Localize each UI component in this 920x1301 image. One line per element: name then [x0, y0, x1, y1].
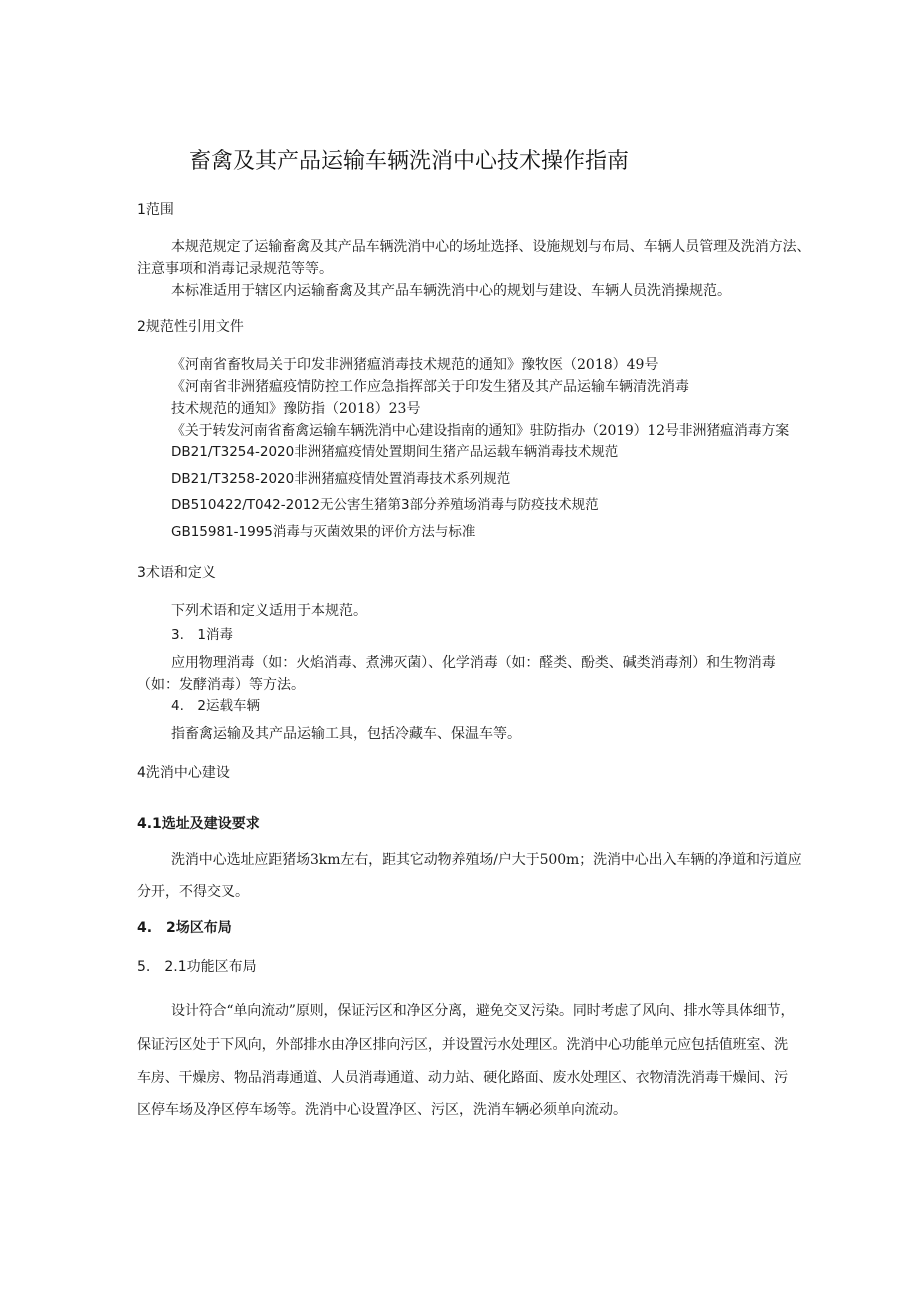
reference-item: 《河南省非洲猪瘟疫情防控工作应急指挥部关于印发生猪及其产品运输车辆清洗消毒	[171, 379, 689, 395]
section-4-2-heading: 4. 2场区布局	[137, 920, 232, 936]
term-1-definition-line-1: 应用物理消毒（如：火焰消毒、煮沸灭菌）、化学消毒（如：醛类、酚类、碱类消毒剂）和生物消毒	[171, 655, 776, 671]
term-2-heading: 4. 2运载车辆	[171, 698, 260, 714]
reference-item: GB15981-1995消毒与灭菌效果的评价方法与标准	[171, 524, 476, 540]
section-4-1-line-1: 洗消中心选址应距猪场3km左右，距其它动物养殖场/户大于500m；洗消中心出入车辆的净道和污道应	[171, 852, 802, 868]
document-title: 畜禽及其产品运输车辆洗消中心技术操作指南	[189, 149, 630, 174]
section-4-1-heading: 4.1选址及建设要求	[137, 816, 260, 832]
section-4-2-1-heading: 5. 2.1功能区布局	[137, 959, 257, 975]
section-4-heading: 4洗消中心建设	[137, 765, 230, 781]
section-1-heading: 1范围	[137, 202, 174, 218]
section-4-1-line-2: 分开，不得交叉。	[137, 884, 249, 900]
section-2-heading: 2规范性引用文件	[137, 319, 244, 335]
reference-item: DB21/T3258-2020非洲猪瘟疫情处置消毒技术系列规范	[171, 471, 511, 487]
section-4-2-1-line: 车房、干燥房、物品消毒通道、人员消毒通道、动力站、硬化路面、废水处理区、衣物清洗消毒干燥间、污	[137, 1070, 788, 1086]
section-4-2-1-line: 设计符合“单向流动”原则，保证污区和净区分离，避免交叉污染。同时考虑了风向、排水等具体细节，	[171, 1003, 795, 1019]
term-1-heading: 3. 1消毒	[171, 627, 233, 643]
reference-item: 《关于转发河南省畜禽运输车辆洗消中心建设指南的通知》驻防指办（2019）12号非洲猪瘟消毒方案	[171, 423, 790, 439]
section-1-paragraph-1-line-2: 注意事项和消毒记录规范等等。	[137, 261, 333, 277]
section-4-2-1-line: 区停车场及净区停车场等。洗消中心设置净区、污区，洗消车辆必须单向流动。	[137, 1102, 627, 1118]
reference-item: 《河南省畜牧局关于印发非洲猪瘟消毒技术规范的通知》豫牧医（2018）49号	[171, 357, 659, 373]
section-3-intro: 下列术语和定义适用于本规范。	[171, 603, 367, 619]
section-4-2-1-line: 保证污区处于下风向，外部排水由净区排向污区，并设置污水处理区。洗消中心功能单元应包括值班室、洗	[137, 1037, 788, 1053]
reference-item: DB21/T3254-2020非洲猪瘟疫情处置期间生猪产品运载车辆消毒技术规范	[171, 444, 619, 460]
term-1-definition-line-2: （如：发酵消毒）等方法。	[137, 677, 305, 693]
term-2-definition: 指畜禽运输及其产品运输工具，包括冷藏车、保温车等。	[171, 726, 521, 742]
reference-item: DB510422/T042-2012无公害生猪第3部分养殖场消毒与防疫技术规范	[171, 497, 599, 513]
section-1-paragraph-2: 本标准适用于辖区内运输畜禽及其产品车辆洗消中心的规划与建设、车辆人员洗消操规范。	[171, 283, 731, 299]
section-1-paragraph-1-line-1: 本规范规定了运输畜禽及其产品车辆洗消中心的场址选择、设施规划与布局、车辆人员管理及洗消方法、	[171, 239, 811, 255]
section-3-heading: 3术语和定义	[137, 565, 216, 581]
reference-item: 技术规范的通知》豫防指（2018）23号	[171, 401, 421, 417]
